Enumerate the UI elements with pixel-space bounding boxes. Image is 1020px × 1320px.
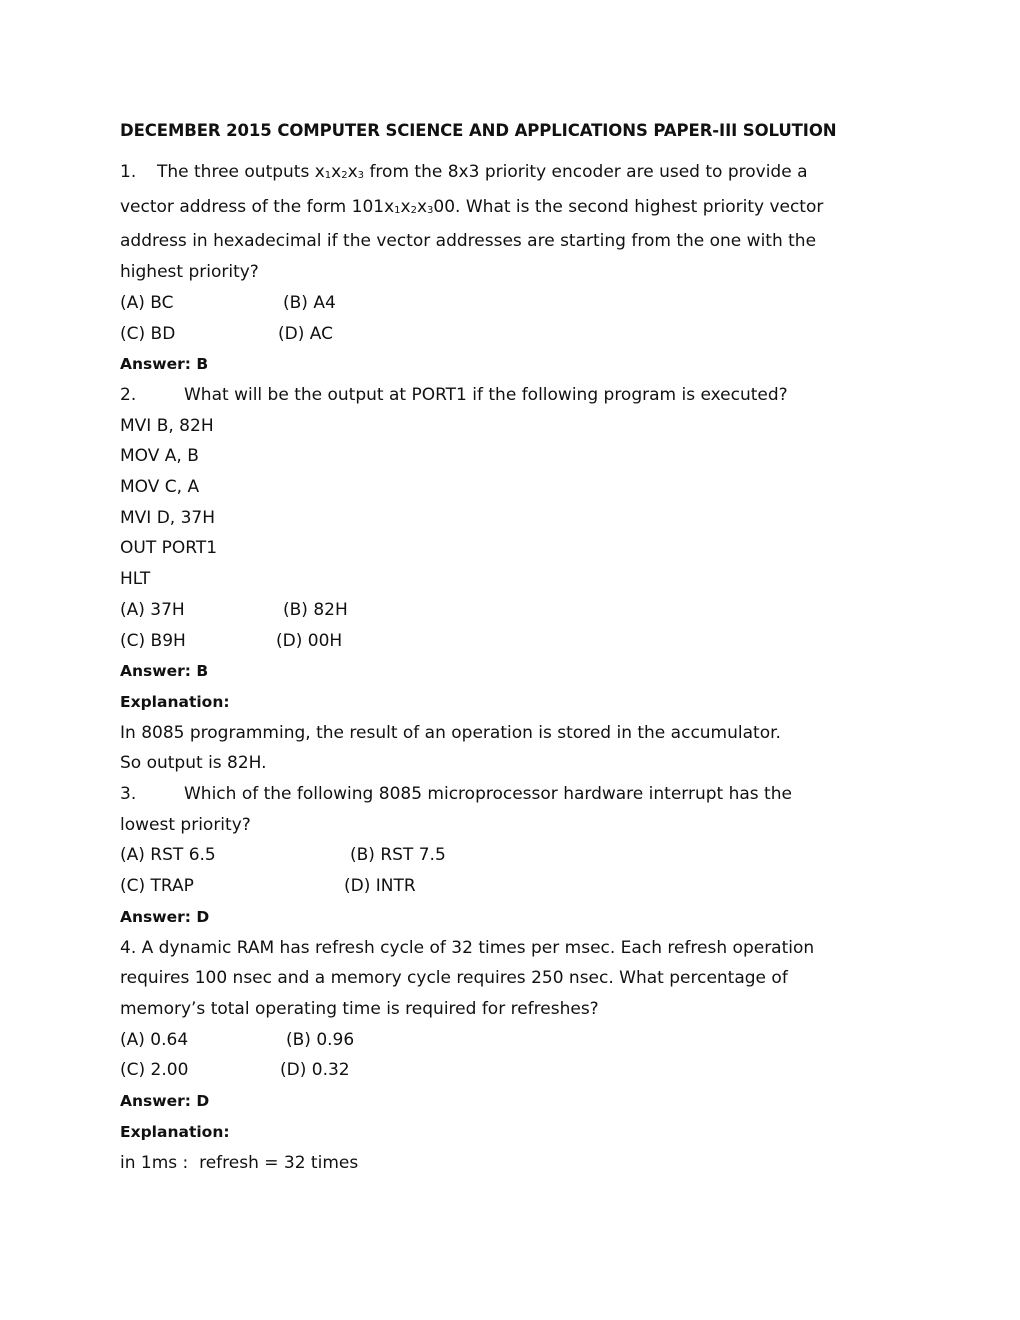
question-1-line-4: highest priority? bbox=[120, 262, 259, 283]
question-3-options-row-1 bbox=[120, 840, 910, 871]
question-3-line-2: lowest priority? bbox=[120, 814, 251, 835]
q2-text: What will be the output at PORT1 if the following program is executed? bbox=[184, 384, 788, 405]
q1-option-b: (B) A4 bbox=[283, 292, 336, 313]
q3-option-c: (C) TRAP bbox=[120, 876, 194, 897]
question-2-line-1 bbox=[120, 380, 910, 411]
question-4-line-3: memory’s total operating time is required for refreshes? bbox=[120, 998, 599, 1019]
q2-option-c: (C) B9H bbox=[120, 630, 186, 651]
q1-option-d: (D) AC bbox=[278, 323, 333, 344]
question-2-answer: Answer: B bbox=[120, 662, 209, 681]
question-4-options-row-2 bbox=[120, 1055, 910, 1086]
q3-text: Which of the following 8085 microprocessor hardware interrupt has the bbox=[184, 784, 792, 805]
question-4-explanation-line-1: in 1ms : refresh = 32 times bbox=[120, 1152, 359, 1173]
question-1-line-2 bbox=[120, 192, 910, 227]
question-1-options-row-1 bbox=[120, 288, 910, 319]
q1-option-c: (C) BD bbox=[120, 323, 176, 344]
q2-option-d: (D) 00H bbox=[276, 630, 343, 651]
q4-option-c: (C) 2.00 bbox=[120, 1060, 189, 1081]
q1-var-x1: x1x2x3 bbox=[314, 162, 365, 182]
question-4-explanation-label: Explanation: bbox=[120, 1122, 230, 1141]
question-3-number: 3. bbox=[120, 784, 137, 805]
question-4-line-2: requires 100 nsec and a memory cycle requires 250 nsec. What percentage of bbox=[120, 968, 788, 989]
question-3-answer: Answer: D bbox=[120, 907, 210, 926]
question-3-line-1 bbox=[120, 779, 910, 810]
page-title: DECEMBER 2015 COMPUTER SCIENCE AND APPLICATIONS PAPER-III SOLUTION bbox=[120, 121, 837, 140]
question-1-line-1 bbox=[120, 157, 910, 192]
question-3-options-row-2 bbox=[120, 871, 910, 902]
question-2-options-row-1 bbox=[120, 595, 910, 626]
code-line: MOV A, B bbox=[120, 446, 199, 467]
q1-text-b: from the 8x3 priority encoder are used to provide a bbox=[364, 162, 808, 182]
document-body bbox=[120, 116, 910, 1178]
q3-option-b: (B) RST 7.5 bbox=[350, 845, 446, 866]
question-4-options-row-1 bbox=[120, 1025, 910, 1056]
q1-text-d: 00. What is the second highest priority vector bbox=[433, 196, 824, 217]
q3-option-a: (A) RST 6.5 bbox=[120, 845, 216, 866]
q2-option-b: (B) 82H bbox=[283, 599, 348, 620]
question-1-options-row-2 bbox=[120, 319, 910, 350]
question-2-number: 2. bbox=[120, 384, 137, 405]
question-2-explanation-line-2: So output is 82H. bbox=[120, 753, 267, 774]
q4-option-d: (D) 0.32 bbox=[280, 1060, 350, 1081]
question-2-explanation-label: Explanation: bbox=[120, 692, 230, 711]
q1-var-x2: x1x2x3 bbox=[384, 196, 434, 217]
code-line: MVI D, 37H bbox=[120, 507, 216, 528]
question-4-line-1: 4. A dynamic RAM has refresh cycle of 32 times per msec. Each refresh operation bbox=[120, 937, 815, 958]
q1-text-a: The three outputs bbox=[157, 162, 315, 182]
code-line: OUT PORT1 bbox=[120, 538, 218, 559]
q3-option-d: (D) INTR bbox=[344, 876, 416, 897]
code-line: HLT bbox=[120, 569, 151, 590]
question-2-explanation-line-1: In 8085 programming, the result of an operation is stored in the accumulator. bbox=[120, 722, 781, 743]
q1-text-c: vector address of the form 101 bbox=[120, 196, 385, 217]
code-line: MVI B, 82H bbox=[120, 415, 214, 436]
q1-option-a: (A) BC bbox=[120, 292, 174, 313]
code-line: MOV C, A bbox=[120, 477, 200, 498]
q2-option-a: (A) 37H bbox=[120, 599, 185, 620]
question-2-options-row-2 bbox=[120, 626, 910, 657]
question-1-answer: Answer: B bbox=[120, 355, 209, 374]
q4-option-a: (A) 0.64 bbox=[120, 1029, 189, 1050]
question-1-line-3: address in hexadecimal if the vector addresses are starting from the one with the bbox=[120, 231, 817, 252]
q4-option-b: (B) 0.96 bbox=[286, 1029, 355, 1050]
question-1-number: 1. bbox=[120, 162, 137, 182]
question-4-answer: Answer: D bbox=[120, 1092, 210, 1111]
